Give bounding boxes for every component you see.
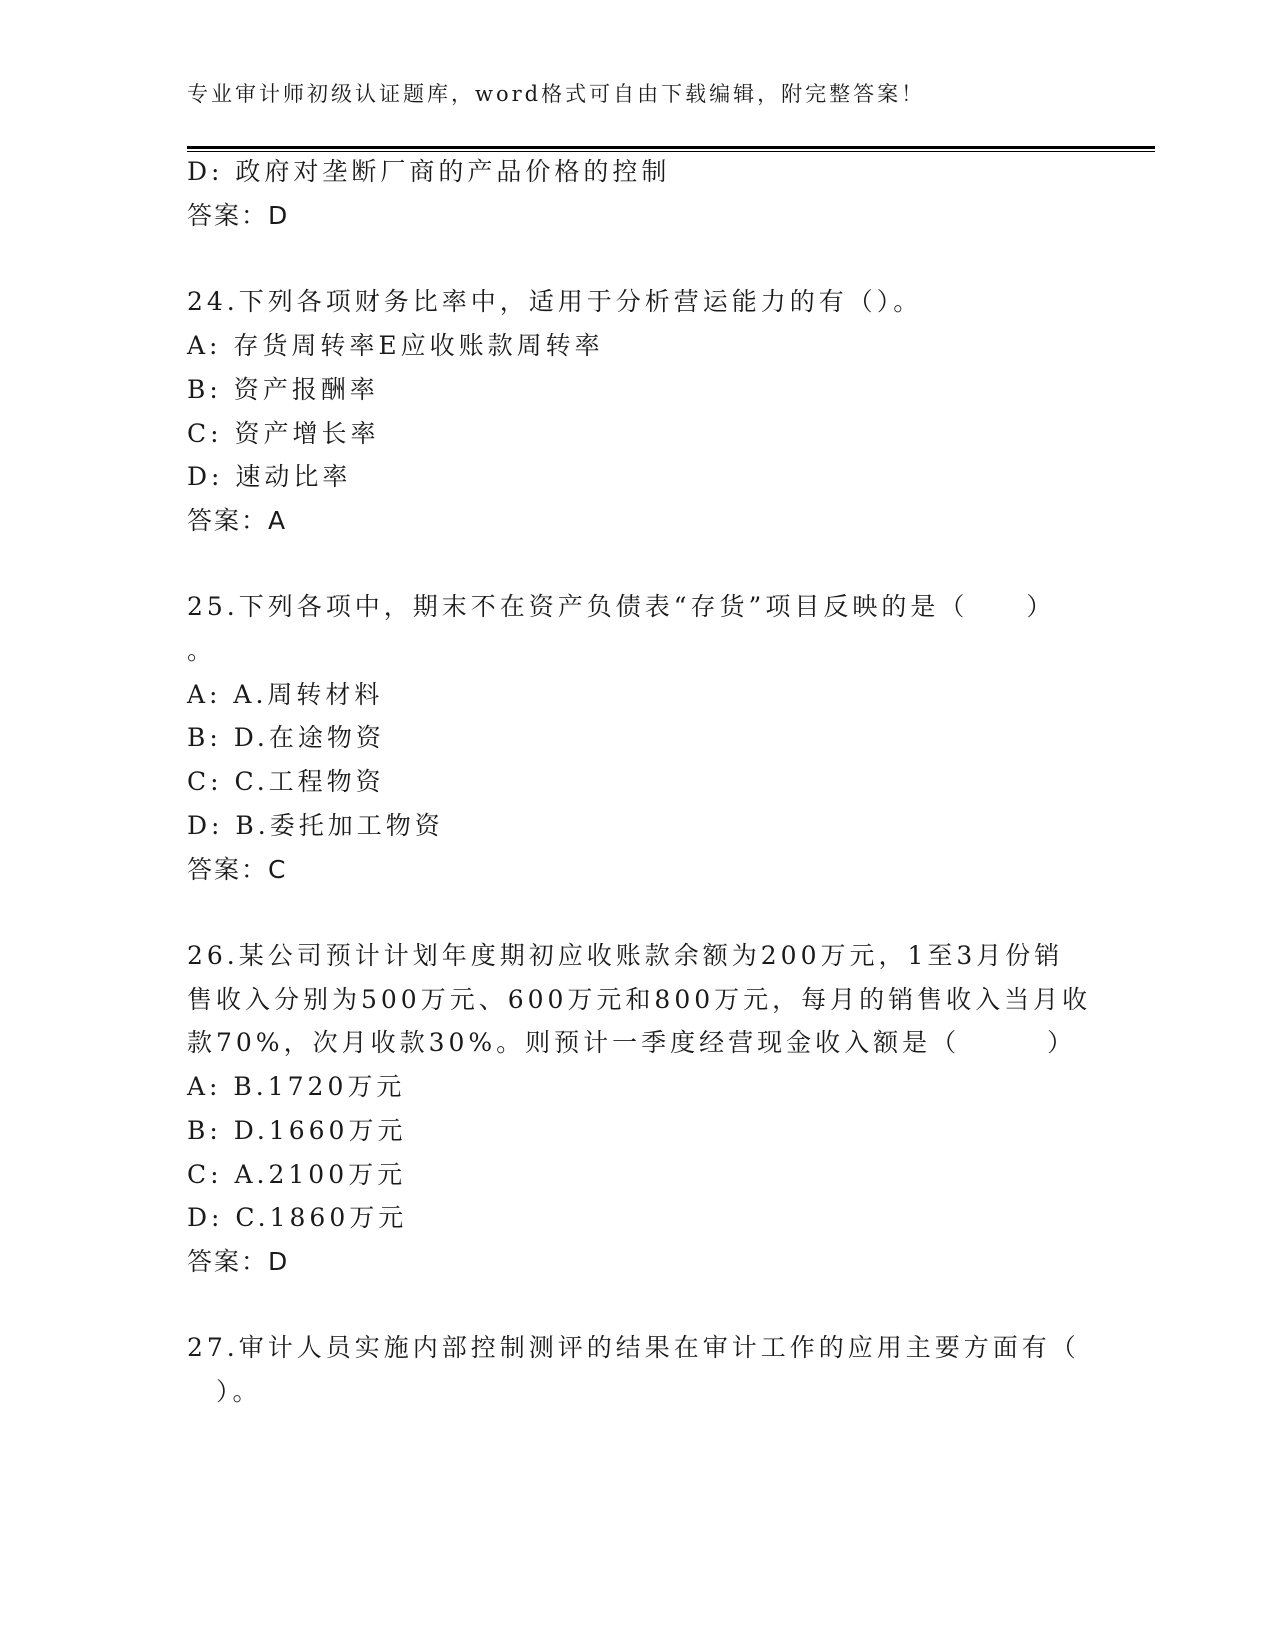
- q26-answer: 答案：D: [187, 1247, 290, 1276]
- q26-option-b: B: D.1660万元: [187, 1116, 407, 1145]
- q24-option-c: C: 资产增长率: [187, 419, 380, 448]
- q25-option-d: D: B.委托加工物资: [187, 811, 444, 840]
- q26-question-cont-1: 售收入分别为500万元、600万元和800万元，每月的销售收入当月收: [187, 985, 1092, 1014]
- q24-option-d: D: 速动比率: [187, 462, 352, 491]
- q24-option-a: A: 存货周转率E应收账款周转率: [187, 331, 604, 360]
- q25-option-a: A: A.周转材料: [187, 680, 384, 709]
- q25-option-b: B: D.在途物资: [187, 723, 385, 752]
- q25-answer: 答案：C: [187, 855, 288, 884]
- q24-option-b: B: 资产报酬率: [187, 375, 379, 404]
- header-rule-thick: [187, 146, 1155, 149]
- q23-option-d: D: 政府对垄断厂商的产品价格的控制: [187, 157, 671, 186]
- q27-question: 27.审计人员实施内部控制测评的结果在审计工作的应用主要方面有（: [187, 1333, 1080, 1362]
- page-header: 专业审计师初级认证题库，word格式可自由下载编辑，附完整答案！: [187, 82, 926, 106]
- q27-question-cont: ）。: [187, 1377, 262, 1406]
- q25-question: 25.下列各项中，期末不在资产负债表“存货”项目反映的是（ ）: [187, 592, 1056, 621]
- header-rule-thin: [187, 151, 1155, 152]
- q26-question: 26.某公司预计计划年度期初应收账款余额为200万元，1至3月份销: [187, 941, 1064, 970]
- q25-question-cont: 。: [187, 636, 217, 665]
- q24-answer: 答案：A: [187, 506, 288, 535]
- q26-option-a: A: B.1720万元: [187, 1072, 406, 1101]
- q23-answer: 答案：D: [187, 201, 290, 230]
- q26-option-d: D: C.1860万元: [187, 1203, 408, 1232]
- q26-question-cont-2: 款70%，次月收款30%。则预计一季度经营现金收入额是（ ）: [187, 1028, 1077, 1057]
- q24-question: 24.下列各项财务比率中，适用于分析营运能力的有（）。: [187, 287, 923, 316]
- q25-option-c: C: C.工程物资: [187, 767, 385, 796]
- q26-option-c: C: A.2100万元: [187, 1160, 407, 1189]
